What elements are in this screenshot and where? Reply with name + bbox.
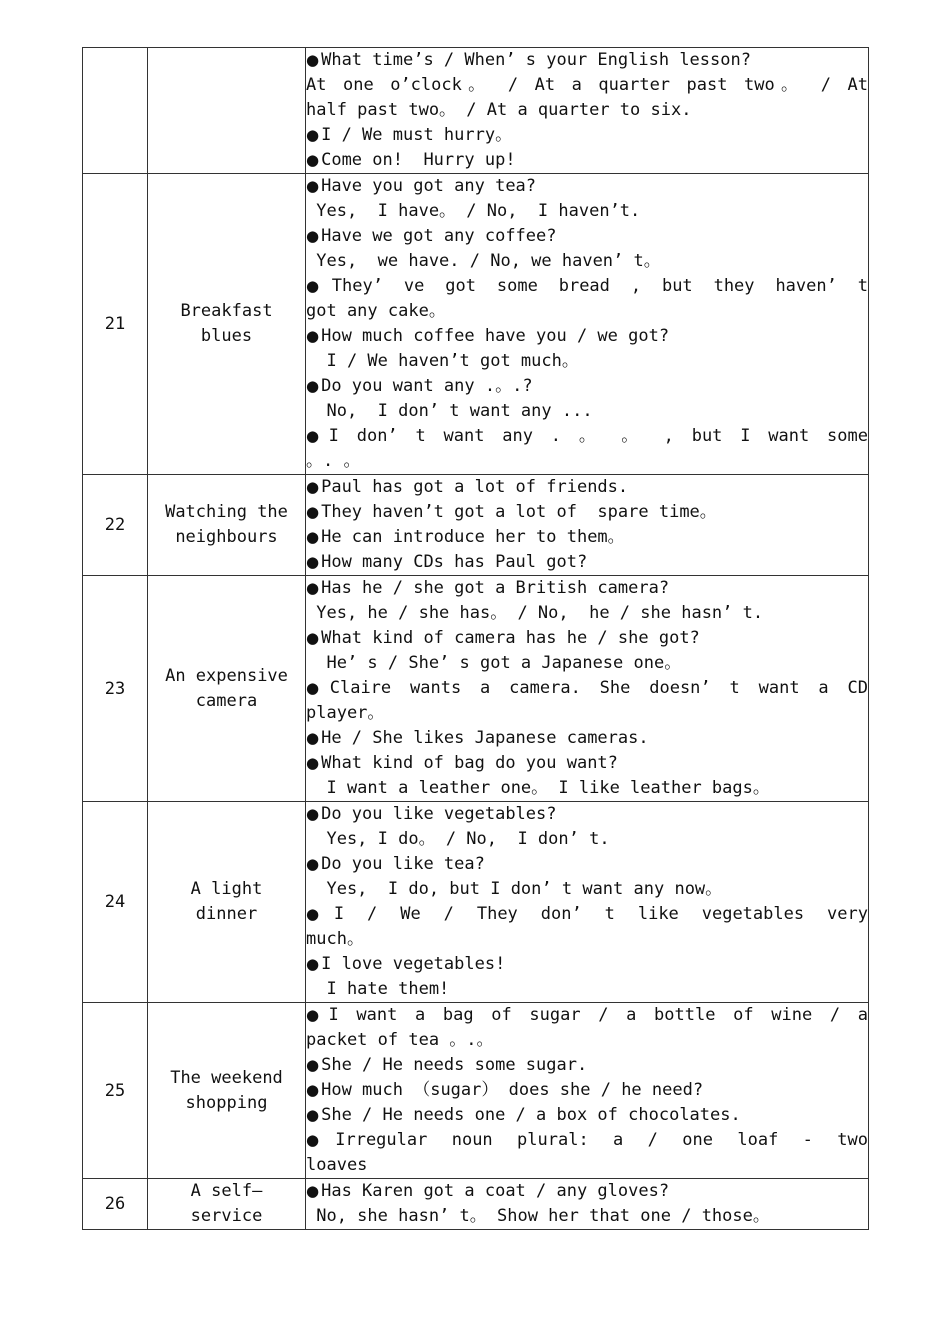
lesson-number: 24 (83, 802, 148, 1003)
line-text: What kind of camera has he / she got? (321, 628, 700, 648)
line-text: Yes, he / she has。 / No, he / she hasn’ t. (306, 603, 764, 623)
bullet-icon: ● (306, 377, 320, 395)
bullet-icon: ● (306, 227, 320, 245)
line-text: What time’s / When’ s your English lesson? (321, 50, 751, 70)
lesson-title (148, 475, 306, 576)
bullet-icon: ● (306, 327, 320, 345)
lesson-title-line: Breakfast (180, 301, 273, 321)
lesson-content (306, 576, 869, 802)
line-text: I / We haven’t got much。 (306, 351, 579, 371)
bullet-point (306, 424, 868, 449)
line-text: much。 (306, 929, 364, 949)
continuation-line (306, 651, 868, 676)
line-text: Claire wants a camera. She doesn’ t want a CD (329, 678, 868, 698)
line-text: I want a leather one。 I like leather bags。 (306, 778, 770, 798)
bullet-icon: ● (306, 1081, 320, 1099)
lesson-title-line: service (190, 1206, 263, 1226)
lesson-number: 25 (83, 1003, 148, 1179)
bullet-icon: ● (306, 478, 320, 496)
lesson-title (148, 174, 306, 475)
continuation-line (306, 73, 868, 98)
bullet-point (306, 1128, 868, 1153)
lesson-content (306, 802, 869, 1003)
continuation-line (306, 827, 868, 852)
lesson-title-line: neighbours (175, 527, 278, 547)
continuation-line (306, 349, 868, 374)
continuation-line (306, 977, 868, 1002)
line-text: I hate them! (306, 979, 450, 999)
lesson-content (306, 475, 869, 576)
lesson-table (82, 47, 869, 1230)
bullet-icon: ● (306, 1006, 327, 1024)
bullet-icon: ● (306, 729, 320, 747)
bullet-icon: ● (306, 553, 320, 571)
line-text: They haven’t got a lot of spare time。 (321, 502, 717, 522)
bullet-point (306, 48, 868, 73)
lesson-title-line: shopping (185, 1092, 268, 1113)
bullet-icon: ● (306, 1106, 320, 1124)
bullet-point (306, 1103, 868, 1128)
bullet-point (306, 550, 868, 575)
table-row (83, 475, 869, 576)
bullet-icon: ● (306, 955, 320, 973)
lesson-content (306, 1179, 869, 1230)
lesson-table-body (83, 48, 869, 1230)
bullet-point (306, 374, 868, 399)
bullet-icon: ● (306, 51, 320, 69)
bullet-point (306, 1003, 868, 1028)
bullet-icon: ● (306, 905, 332, 923)
line-text: Yes, we have. / No, we haven’ t。 (306, 251, 661, 271)
lesson-title (148, 1179, 306, 1230)
bullet-point (306, 525, 868, 550)
bullet-point (306, 174, 868, 199)
continuation-line (306, 199, 868, 224)
line-text: Do you want any .。.? (321, 376, 533, 396)
line-text: packet of tea 。.。 (306, 1030, 494, 1050)
table-row (83, 48, 869, 174)
bullet-point (306, 224, 868, 249)
line-text: Have we got any coffee? (321, 226, 557, 246)
lesson-title-line: The weekend (170, 1067, 283, 1088)
lesson-title (148, 48, 306, 174)
bullet-point (306, 500, 868, 525)
line-text: They’ ve got some bread , but they haven’ t (331, 276, 868, 296)
line-text: 。. 。 (306, 451, 361, 471)
lesson-title-line: A light (190, 879, 263, 899)
bullet-icon: ● (306, 1131, 334, 1149)
bullet-icon: ● (306, 805, 320, 823)
bullet-point (306, 676, 868, 701)
lesson-title-line: Watching the (165, 502, 288, 522)
bullet-point (306, 1179, 868, 1204)
line-text: How much （sugar） does she / he need? (321, 1080, 704, 1100)
line-text: Yes, I have。 / No, I haven’t. (306, 201, 641, 221)
line-text: Has Karen got a coat / any gloves? (321, 1181, 670, 1201)
lesson-content (306, 174, 869, 475)
lesson-number (83, 48, 148, 174)
line-text: I don’ t want any . 。 。 , but I want some (328, 426, 868, 446)
line-text: Yes, I do, but I don’ t want any now。 (306, 879, 723, 899)
line-text: He can introduce her to them。 (321, 527, 625, 547)
bullet-point (306, 802, 868, 827)
line-text: What kind of bag do you want? (321, 753, 618, 773)
line-text: She / He needs some sugar. (321, 1055, 588, 1075)
line-text: He / She likes Japanese cameras. (321, 728, 649, 748)
bullet-icon: ● (306, 754, 320, 772)
table-row (83, 576, 869, 802)
bullet-point (306, 1053, 868, 1078)
bullet-icon: ● (306, 503, 320, 521)
bullet-icon: ● (306, 277, 330, 295)
bullet-icon: ● (306, 151, 320, 169)
bullet-icon: ● (306, 629, 320, 647)
table-row (83, 1003, 869, 1179)
lesson-title-line: dinner (195, 904, 258, 924)
bullet-point (306, 576, 868, 601)
lesson-title-line: A self— (190, 1181, 263, 1201)
line-text: No, she hasn’ t。 Show her that one / those。 (306, 1206, 770, 1226)
bullet-icon: ● (306, 126, 320, 144)
line-text: Do you like vegetables? (321, 804, 557, 824)
continuation-line (306, 98, 868, 123)
lesson-title-line: blues (200, 326, 253, 346)
continuation-line (306, 1028, 868, 1053)
lesson-title (148, 576, 306, 802)
line-text: player。 (306, 703, 385, 723)
continuation-line (306, 299, 868, 324)
continuation-line (306, 701, 868, 726)
continuation-line (306, 927, 868, 952)
line-text: I want a bag of sugar / a bottle of wine / a (328, 1005, 868, 1025)
lesson-title-line: camera (195, 690, 258, 711)
lesson-number: 21 (83, 174, 148, 475)
line-text: got any cake。 (306, 301, 446, 321)
bullet-point (306, 726, 868, 751)
bullet-icon: ● (306, 177, 320, 195)
bullet-icon: ● (306, 1056, 320, 1074)
continuation-line (306, 877, 868, 902)
continuation-line (306, 601, 868, 626)
line-text: How many CDs has Paul got? (321, 552, 588, 572)
line-text: loaves (306, 1155, 368, 1175)
bullet-point (306, 324, 868, 349)
line-text: I / We must hurry。 (321, 125, 513, 145)
line-text: Has he / she got a British camera? (321, 578, 670, 598)
bullet-point (306, 475, 868, 500)
line-text: Come on! Hurry up! (321, 150, 516, 170)
bullet-icon: ● (306, 1182, 320, 1200)
line-text: half past two。 / At a quarter to six. (306, 100, 692, 120)
bullet-icon: ● (306, 427, 327, 445)
line-text: Have you got any tea? (321, 176, 537, 196)
bullet-icon: ● (306, 528, 320, 546)
lesson-number: 23 (83, 576, 148, 802)
continuation-line (306, 776, 868, 801)
bullet-point (306, 148, 868, 173)
continuation-line (306, 249, 868, 274)
lesson-title (148, 1003, 306, 1179)
line-text: I / We / They don’ t like vegetables very (333, 904, 868, 924)
line-text: She / He needs one / a box of chocolates. (321, 1105, 741, 1125)
table-row (83, 1179, 869, 1230)
bullet-point (306, 274, 868, 299)
bullet-point (306, 902, 868, 927)
bullet-point (306, 123, 868, 148)
line-text: He’ s / She’ s got a Japanese one。 (306, 653, 682, 673)
bullet-point (306, 626, 868, 651)
line-text: How much coffee have you / we got? (321, 326, 670, 346)
bullet-point (306, 852, 868, 877)
bullet-icon: ● (306, 855, 320, 873)
lesson-number: 22 (83, 475, 148, 576)
lesson-number: 26 (83, 1179, 148, 1230)
table-row (83, 802, 869, 1003)
bullet-icon: ● (306, 679, 328, 697)
bullet-point (306, 952, 868, 977)
lesson-content (306, 1003, 869, 1179)
bullet-point (306, 1078, 868, 1103)
lesson-content (306, 48, 869, 174)
lesson-title (148, 802, 306, 1003)
table-row (83, 174, 869, 475)
line-text: Yes, I do。 / No, I don’ t. (306, 829, 610, 849)
line-text: No, I don’ t want any ... (306, 401, 593, 421)
continuation-line (306, 449, 868, 474)
bullet-point (306, 751, 868, 776)
continuation-line (306, 399, 868, 424)
continuation-line (306, 1153, 868, 1178)
line-text: At one o’clock。 / At a quarter past two。 / At (306, 75, 868, 95)
line-text: I love vegetables! (321, 954, 506, 974)
lesson-title-line: An expensive (165, 665, 288, 686)
line-text: Paul has got a lot of friends. (321, 477, 629, 497)
line-text: Irregular noun plural: a / one loaf - two (335, 1130, 868, 1150)
line-text: Do you like tea? (321, 854, 485, 874)
bullet-icon: ● (306, 579, 320, 597)
continuation-line (306, 1204, 868, 1229)
